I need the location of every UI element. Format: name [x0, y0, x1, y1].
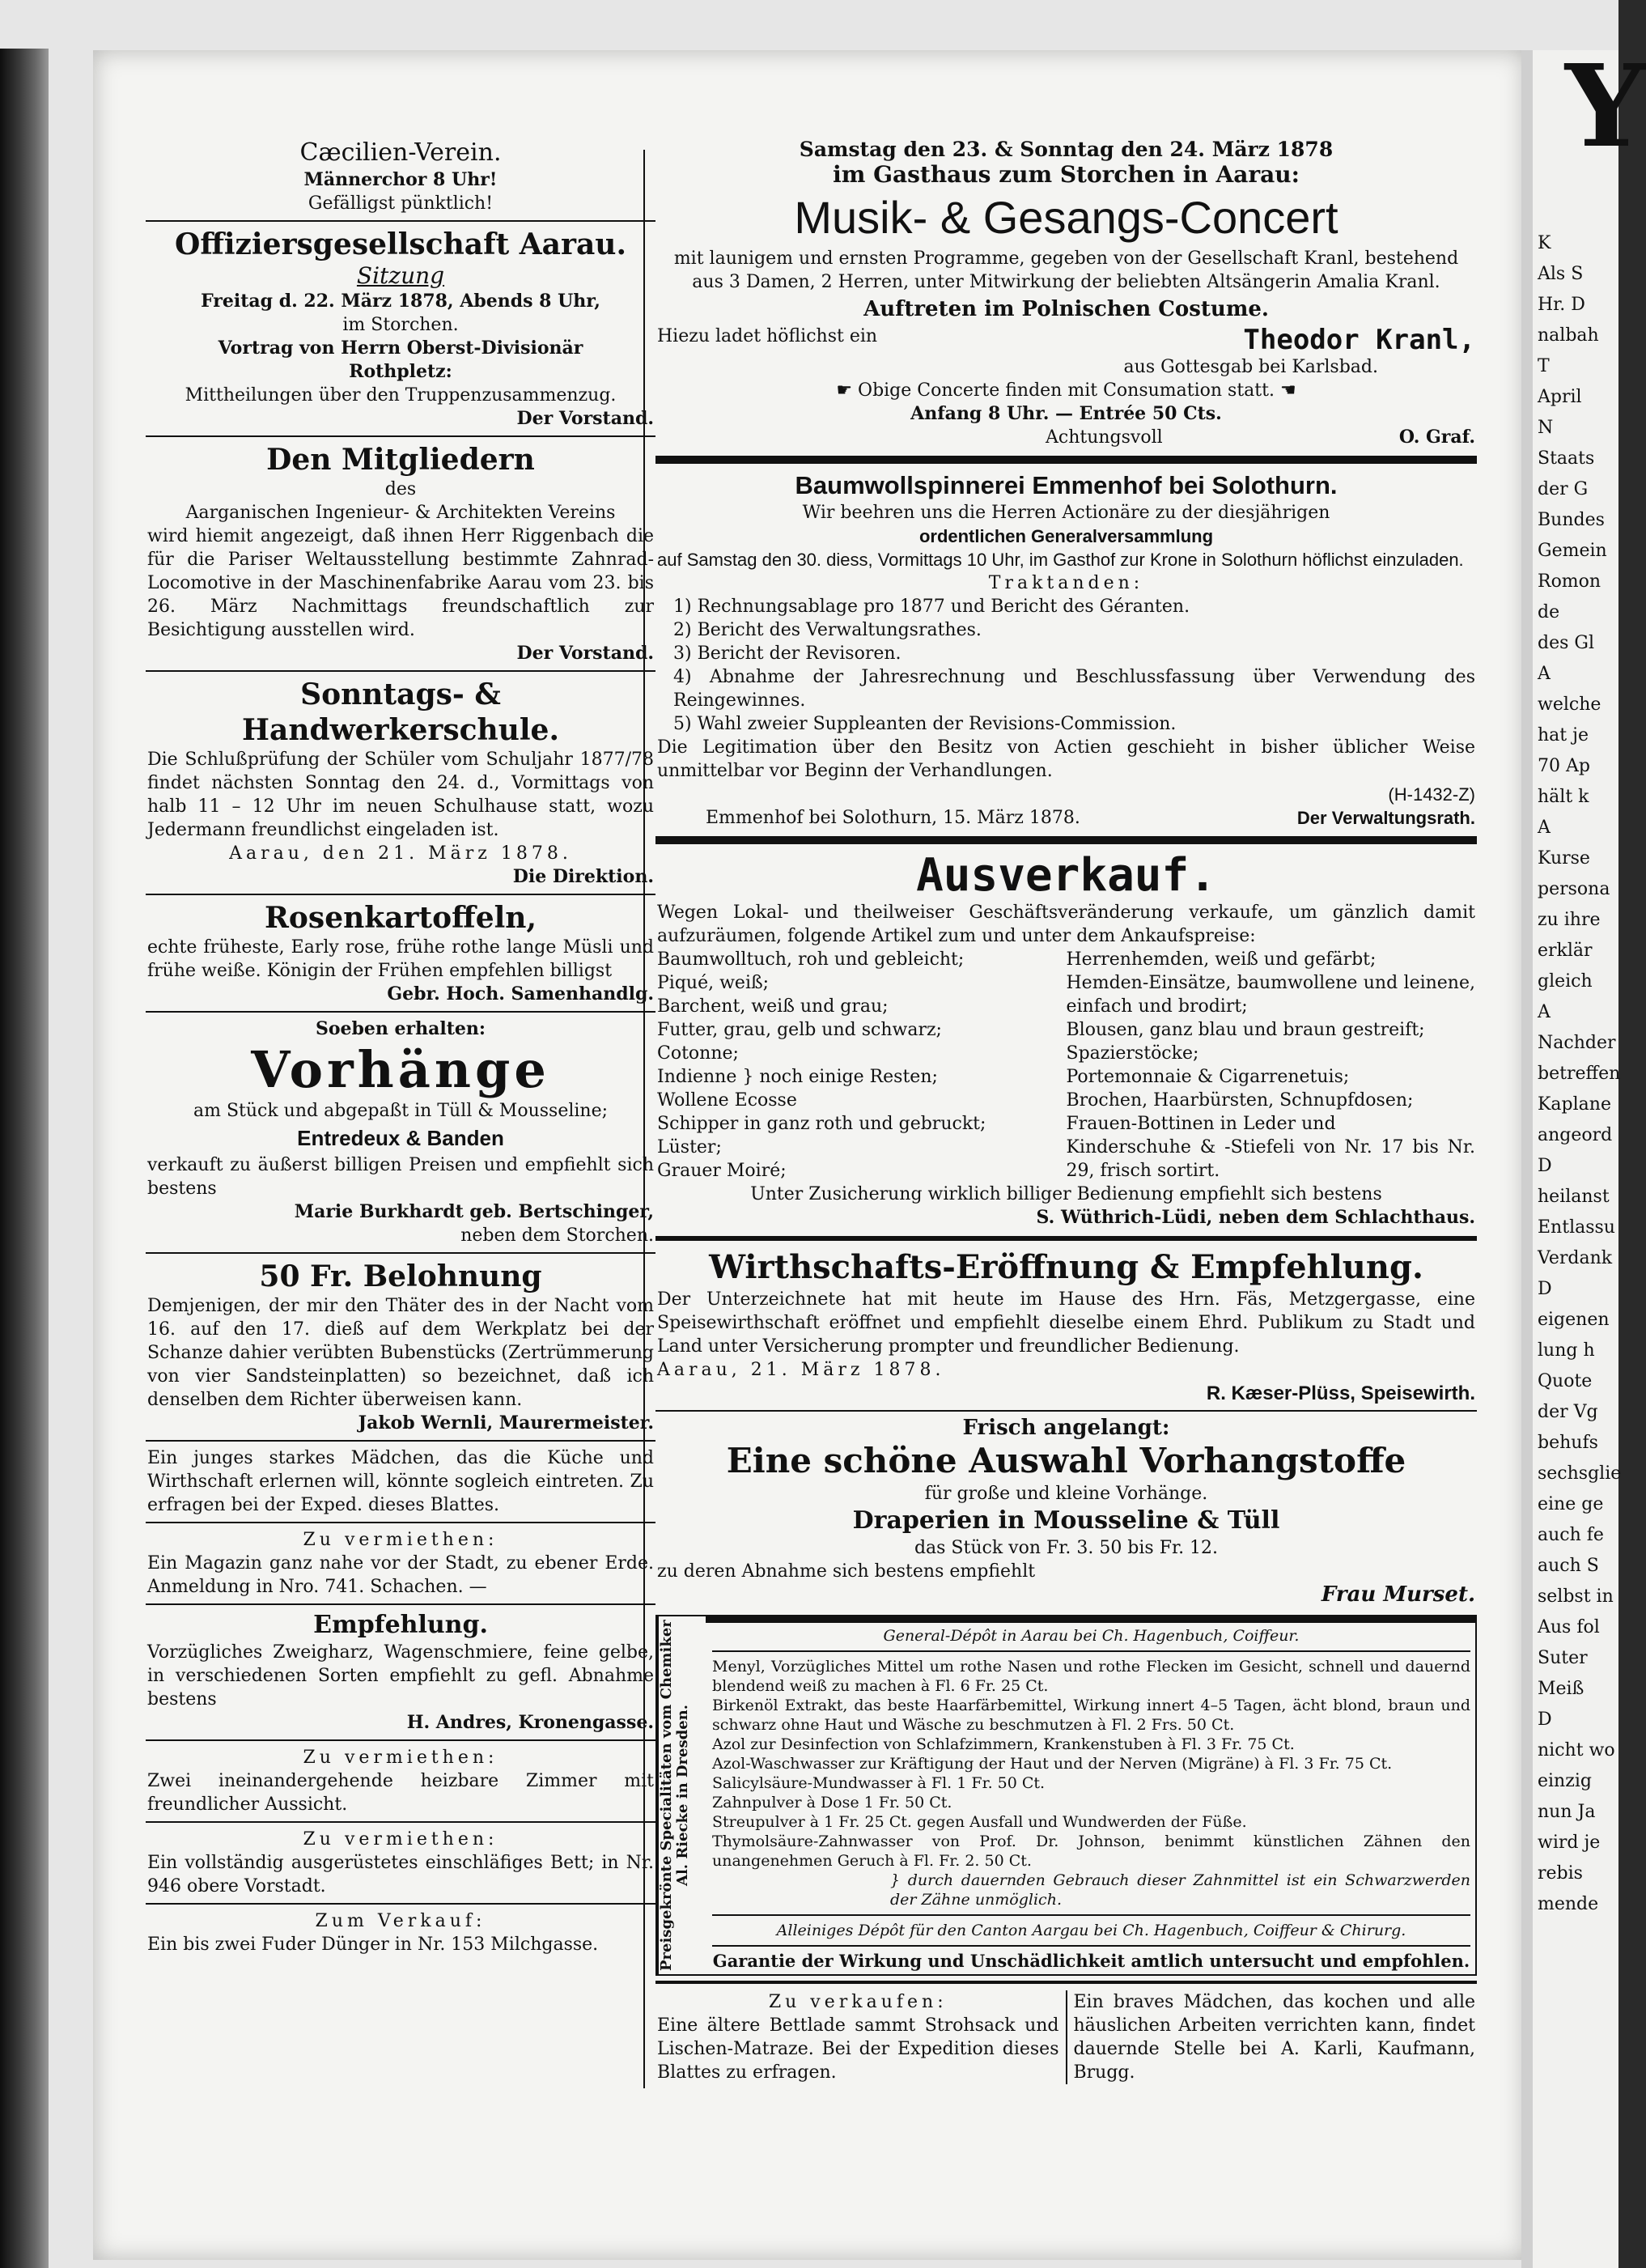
ad-text: Vorzügliches Zweigharz, Wagenschmiere, feine gelbe, in verschiedenen Sorten empfiehlt zu gefl. Abnahme bestens — [147, 1642, 654, 1709]
next-page-line: Hr. D — [1538, 295, 1585, 315]
list-item: Cotonne; — [657, 1043, 739, 1064]
ad-text: echte früheste, Early rose, frühe rothe lange Müsli und frühe weiße. Königin der Frühen empfehlen billigst — [147, 937, 654, 981]
ad-header: Traktanden: — [988, 573, 1144, 593]
ad-header: Zu vermiethen: — [303, 1748, 498, 1768]
ad-line: Wir beehren uns die Herren Actionäre zu der diesjährigen — [802, 503, 1330, 523]
ad-maedchen — [146, 1446, 655, 1517]
ad-belohnung — [146, 1259, 655, 1435]
list-item: Frauen-Bottinen in Leder und — [1066, 1114, 1336, 1134]
ad-header: Zu vermiethen: — [303, 1530, 498, 1550]
ad-row — [657, 806, 1475, 830]
ad-line: Anfang 8 Uhr. — Entrée 50 Cts. — [910, 403, 1222, 424]
ad-line: Aarganischen Ingenieur- & Architekten Vereins — [185, 503, 616, 523]
divider — [712, 1914, 1470, 1916]
next-page-line: betreffen — [1538, 1064, 1621, 1084]
ad-emmenhof — [655, 470, 1477, 830]
divider — [146, 670, 655, 672]
ad-signature: R. Kæser-Plüss, Speisewirth. — [1206, 1382, 1475, 1404]
next-page-line: Nachder — [1538, 1033, 1616, 1053]
ad-title: Sonntags- & Handwerkerschule. — [241, 677, 559, 747]
list-item: Salicylsäure-Mundwasser à Fl. 1 Fr. 50 Ct. — [712, 1774, 1046, 1792]
list-item: Baumwolltuch, roh und gebleicht; — [657, 949, 965, 970]
ad-line: Vortrag von Herrn Oberst-Divisionär — [218, 338, 583, 359]
ad-bett — [146, 1828, 655, 1898]
ad-header: Frisch angelangt: — [962, 1416, 1170, 1440]
ad-line: Männerchor 8 Uhr! — [303, 169, 498, 190]
next-page-line: rebis — [1538, 1863, 1583, 1884]
divider — [712, 1650, 1470, 1652]
list-item: Indienne } noch einige Resten; — [657, 1067, 938, 1087]
next-page-line: hat je — [1538, 725, 1589, 745]
next-page-line: eine ge — [1538, 1494, 1604, 1514]
ad-name: Theodor Kranl, — [1243, 324, 1475, 356]
ad-text: Ein Magazin ganz nahe vor der Stadt, zu ebener Erde. Anmeldung in Nro. 741. Schachen. — — [147, 1553, 654, 1597]
ad-text: mit launigem und ernsten Programme, gegeben von der Gesellschaft Kranl, bestehend aus 3 Damen, 2 Herren, unter Mitwirkung der beliebten Altsängerin Amalia Kranl. — [673, 248, 1459, 292]
divider-thick — [655, 456, 1477, 464]
next-page-line: nicht wo — [1538, 1740, 1615, 1760]
ad-line: Gefälligst pünktlich! — [308, 193, 494, 214]
next-page-line: Gemein — [1538, 541, 1607, 561]
divider — [655, 1981, 1477, 1984]
next-page-line: T — [1538, 356, 1550, 376]
bottom-ads — [655, 1990, 1477, 2084]
column-right — [655, 138, 1477, 2084]
ad-list — [657, 595, 1475, 736]
ad-signature: Der Vorstand. — [516, 643, 654, 664]
next-page-line: auch fe — [1538, 1525, 1604, 1545]
next-page-line: Kurse — [1538, 848, 1590, 869]
ad-text: Ein braves Mädchen, das kochen und alle häuslichen Arbeiten verrichten kann, findet dauernde Stelle bei A. Karli, Kaufmann, Brugg. — [1073, 1992, 1475, 2083]
ad-text: Die Legitimation über den Besitz von Actien geschieht in bisher üblicher Weise unmittelbar vor Beginn der Verhandlungen. — [657, 737, 1475, 781]
ad-signature: S. Wüthrich-Lüdi, neben dem Schlachthaus. — [1036, 1207, 1475, 1228]
list-item: Birkenöl Extrakt, das beste Haarfärbemittel, Wirkung innert 4–5 Tagen, ächt blond, braun und schwarz ohne Haut und Wäsche zu beschmutzen à Fl. 2 Frs. 50 Ct. — [712, 1697, 1470, 1734]
next-page-line: zu ihre — [1538, 910, 1601, 930]
next-page-line: Als S — [1538, 264, 1584, 284]
next-page-line: welche — [1538, 694, 1601, 715]
list-item: Azol-Waschwasser zur Kräftigung der Haut und der Nerven (Migräne) à Fl. 3 Fr. 75 Ct. — [712, 1755, 1393, 1773]
ad-date: Aarau, den 21. März 1878. — [229, 843, 572, 864]
list-item: 4) Abnahme der Jahresrechnung und Beschlussfassung über Verwendung des Reingewinnes. — [673, 667, 1475, 711]
next-page-line: A — [1538, 818, 1551, 838]
ad-text: verkauft zu äußerst billigen Preisen und empfiehlt sich bestens — [147, 1155, 654, 1199]
next-page-line: D — [1538, 1156, 1552, 1176]
ad-bettlade — [655, 1990, 1067, 2084]
ad-line: Garantie der Wirkung und Unschädlichkeit amtlich untersucht und empfohlen. — [712, 1951, 1470, 1971]
list-item: Schipper in ganz roth und gebruckt; — [657, 1114, 986, 1134]
next-page-line: Verdank — [1538, 1248, 1613, 1268]
ad-line: das Stück von Fr. 3. 50 bis Fr. 12. — [914, 1538, 1219, 1558]
ad-text: Der Unterzeichnete hat mit heute im Hause des Hrn. Fäs, Metzgergasse, eine Speisewirthschaft eröffnet und empfiehlt dieselbe einem Ehrd. Publikum zu Stadt und Land unter Versicherung prompter und freundlicher Bedienung. — [657, 1289, 1475, 1357]
ad-title: Eine schöne Auswahl Vorhangstoffe — [726, 1441, 1406, 1480]
divider — [146, 1440, 655, 1442]
ad-header: Soeben erhalten: — [315, 1018, 486, 1039]
ad-text: Wegen Lokal- und theilweiser Geschäftsveränderung verkaufe, um gänzlich damit aufzuräumen, folgende Artikel zum und unter dem Ankaufspreise: — [657, 903, 1475, 946]
list-item: Grauer Moiré; — [657, 1161, 787, 1181]
ad-two-columns — [657, 948, 1475, 1183]
ad-wirthschaft — [655, 1247, 1477, 1405]
list-item: Zahnpulver à Dose 1 Fr. 50 Ct. — [712, 1794, 952, 1811]
ad-line: im Storchen. — [342, 315, 459, 335]
ad-text: Die Schlußprüfung der Schüler vom Schuljahr 1877/78 findet nächsten Sonntag den 24. d., Vormittags von halb 11 – 12 Uhr im neuen Schulhause statt, wozu Jedermann freundlichst eingeladen ist. — [147, 750, 654, 840]
divider — [146, 1522, 655, 1523]
ad-line: für große und kleine Vorhänge. — [924, 1484, 1208, 1504]
next-page-line: des Gl — [1538, 633, 1594, 653]
divider — [655, 1410, 1477, 1412]
ad-line: am Stück und abgepaßt in Tüll & Mousseline; — [193, 1101, 609, 1121]
divider-thick — [655, 836, 1477, 844]
ad-code: (H-1432-Z) — [1388, 784, 1475, 805]
ad-mitglieder — [146, 442, 655, 665]
next-page-line: mende — [1538, 1894, 1599, 1914]
next-page-line: persona — [1538, 879, 1610, 899]
list-item: Futter, grau, gelb und schwarz; — [657, 1020, 942, 1040]
next-page-edge — [1533, 40, 1646, 2268]
next-page-line: D — [1538, 1279, 1552, 1299]
ad-row — [657, 325, 1475, 355]
ad-title: Den Mitgliedern — [266, 443, 535, 477]
ad-line: Auftreten im Polnischen Costume. — [863, 297, 1269, 321]
ad-title: Rosenkartoffeln, — [265, 901, 537, 935]
next-page-line: heilanst — [1538, 1187, 1610, 1207]
next-page-line: A — [1538, 664, 1551, 684]
ad-date: Aarau, 21. März 1878. — [657, 1360, 945, 1380]
divider — [146, 1739, 655, 1741]
ad-signature: Gebr. Hoch. Samenhandlg. — [387, 983, 654, 1004]
ad-list — [712, 1657, 1470, 1871]
ad-line: Freitag d. 22. März 1878, Abends 8 Uhr, — [201, 291, 600, 312]
list-item: Spazierstöcke; — [1066, 1043, 1199, 1064]
ad-line: im Gasthaus zum Storchen in Aarau: — [833, 161, 1300, 188]
ad-ausverkauf — [655, 851, 1477, 1230]
next-page-line: D — [1538, 1709, 1552, 1730]
ad-subtitle: Sitzung — [356, 262, 445, 289]
ad-line: Draperien in Mousseline & Tüll — [852, 1506, 1280, 1535]
page-gutter — [1521, 50, 1533, 2268]
next-page-line: 70 Ap — [1538, 756, 1590, 776]
next-page-line: N — [1538, 418, 1554, 438]
ad-title: Cæcilien-Verein. — [299, 138, 502, 167]
ad-signature: Der Vorstand. — [516, 408, 654, 429]
ad-line: General-Dépôt in Aarau bei Ch. Hagenbuch, Coiffeur. — [883, 1627, 1300, 1645]
ad-line: aus Gottesgab bei Karlsbad. — [1123, 357, 1378, 377]
next-page-line: wird je — [1538, 1833, 1601, 1853]
ad-signature: Jakob Wernli, Maurermeister. — [358, 1412, 654, 1433]
ad-signature: Der Verwaltungsrath. — [1296, 808, 1475, 828]
ad-text: Ein vollständig ausgerüstetes einschläfiges Bett; in Nr. 946 obere Vorstadt. — [147, 1853, 654, 1896]
ad-text: Ein bis zwei Fuder Dünger in Nr. 153 Milchgasse. — [147, 1935, 599, 1955]
ad-duenger — [146, 1909, 655, 1956]
next-page-line: eigenen — [1538, 1310, 1610, 1330]
divider — [146, 435, 655, 437]
ad-line: Achtungsvoll — [1046, 427, 1163, 448]
divider — [146, 1252, 655, 1254]
list-item: Hemden-Einsätze, baumwollene und leinene, einfach und brodirt; — [1066, 973, 1475, 1017]
ad-title: Wirthschafts-Eröffnung & Empfehlung. — [709, 1248, 1423, 1286]
ad-line: ☛ Obige Concerte finden mit Consumation statt. ☚ — [836, 380, 1296, 401]
next-page-line: Bundes — [1538, 510, 1605, 530]
ad-title: Ausverkauf. — [916, 849, 1216, 902]
divider — [146, 220, 655, 222]
ad-line: Alleiniges Dépôt für den Canton Aargau bei Ch. Hagenbuch, Coiffeur & Chirurg. — [776, 1922, 1406, 1939]
ad-header: Zu vermiethen: — [303, 1829, 498, 1850]
next-page-line: nalbah — [1538, 325, 1599, 346]
ad-vorhangstoffe — [655, 1416, 1477, 1607]
ad-line: des — [384, 479, 417, 499]
next-page-line: der G — [1538, 479, 1589, 499]
ad-zimmer — [146, 1746, 655, 1816]
ad-title: Vorhänge — [251, 1040, 550, 1099]
ad-signature: O. Graf. — [1398, 427, 1475, 448]
next-page-line: hält k — [1538, 787, 1589, 807]
next-page-line: Quote — [1538, 1371, 1593, 1391]
column-left — [146, 138, 655, 1956]
ad-braves-maedchen — [1067, 1990, 1478, 2084]
divider — [146, 1903, 655, 1905]
list-item: Azol zur Desinfection von Schlafzimmern, Krankenstuben à Fl. 3 Fr. 75 Ct. — [712, 1735, 1295, 1753]
list-item: Piqué, weiß; — [657, 973, 770, 993]
next-page-line: A — [1538, 1002, 1551, 1022]
ad-row — [657, 426, 1475, 449]
ad-text: Eine ältere Bettlade sammt Strohsack und Lischen-Matraze. Bei der Expedition dieses Blattes zu erfragen. — [657, 2015, 1059, 2083]
list-item: Lüster; — [657, 1137, 722, 1157]
next-page-line: Aus fol — [1538, 1617, 1600, 1637]
list-item: Menyl, Vorzügliches Mittel um rothe Nasen und rothe Flecken im Gesicht, schnell und dauernd blendend weiß zu machen à Fl. 6 Fr. 25 Ct. — [712, 1658, 1470, 1695]
divider — [146, 1821, 655, 1823]
next-page-line: Kaplane — [1538, 1094, 1611, 1115]
list-item: 1) Rechnungsablage pro 1877 und Bericht des Géranten. — [673, 597, 1190, 617]
next-page-line: behufs — [1538, 1433, 1598, 1453]
ad-title: Empfehlung. — [313, 1611, 488, 1639]
next-page-line: de — [1538, 602, 1560, 622]
book-binding — [0, 49, 49, 2268]
ad-signature: Marie Burkhardt geb. Bertschinger, — [294, 1201, 654, 1222]
next-page-line: angeord — [1538, 1125, 1613, 1145]
next-page-line: Entlassu — [1538, 1217, 1615, 1238]
ad-title: Offiziersgesellschaft Aarau. — [174, 227, 627, 261]
ad-side-label: Preisgekrönte Specialitäten vom Chemiker Al. Riecke in Dresden. — [657, 1616, 706, 1974]
ad-caecilien — [146, 138, 655, 215]
list-item: Streupulver à 1 Fr. 25 Ct. gegen Ausfall und Wundwerden der Füße. — [712, 1813, 1247, 1831]
divider — [146, 1011, 655, 1013]
ad-line: Hiezu ladet höflichst ein — [657, 326, 878, 346]
ad-offiziers — [146, 227, 655, 431]
ad-title: Baumwollspinnerei Emmenhof bei Solothurn. — [795, 471, 1338, 499]
ad-line: Entredeux & Banden — [297, 1126, 504, 1150]
ad-header: Zum Verkauf: — [315, 1911, 486, 1931]
divider — [146, 1603, 655, 1605]
next-page-line: K — [1538, 233, 1551, 253]
ad-magazin — [146, 1528, 655, 1599]
list-item: Thymolsäure-Zahnwasser von Prof. Dr. Johnson, benimmt künstlichen Zähnen den unangenehmen Geruch à Fl. Fr. 2. 50 Ct. — [712, 1833, 1470, 1870]
list-item: Brochen, Haarbürsten, Schnupfdosen; — [1066, 1090, 1414, 1111]
ad-text: Unter Zusicherung wirklich billiger Bedienung empfiehlt sich bestens — [750, 1184, 1382, 1204]
list-item: 3) Bericht der Revisoren. — [673, 643, 901, 664]
ad-line: zu deren Abnahme sich bestens empfiehlt — [657, 1561, 1036, 1582]
ad-line: } durch dauernden Gebrauch dieser Zahnmittel ist ein Schwarzwerden der Zähne unmöglich. — [890, 1871, 1470, 1909]
ad-vorhaenge — [146, 1017, 655, 1247]
ad-rosenkartoffeln — [146, 900, 655, 1006]
list-item: 5) Wahl zweier Suppleanten der Revisions-Commission. — [673, 714, 1177, 734]
ad-text: Demjenigen, der mir den Thäter des in der Nacht vom 16. auf den 17. dieß auf dem Werkplatz bei der Schanze dahier verübten Bubenstücks (Zertrümmerung von vier Sandsteinplatten) so bezeichnet, daß ich denselben dem Richter überweisen kann. — [147, 1296, 654, 1410]
next-page-line: Staats — [1538, 448, 1595, 469]
next-page-line: selbst in — [1538, 1586, 1614, 1607]
list-item: Kinderschuhe & -Stiefeli von Nr. 17 bis Nr. 29, frisch sortirt. — [1066, 1137, 1475, 1181]
next-page-lines — [1533, 164, 1622, 1920]
list-item: Wollene Ecosse — [657, 1090, 797, 1111]
list-item: Barchent, weiß und grau; — [657, 996, 889, 1017]
ad-signature: Frau Murset. — [1321, 1582, 1475, 1607]
next-page-big-letter: Y — [1565, 40, 1646, 173]
ad-line: Samstag den 23. & Sonntag den 24. März 1878 — [799, 138, 1334, 161]
ad-text: auf Samstag den 30. diess, Vormittags 10 Uhr, im Gasthof zur Krone in Solothurn höflichst einzuladen. — [657, 550, 1464, 570]
list-item: Herrenhemden, weiß und gefärbt; — [1066, 949, 1377, 970]
list-item: Portemonnaie & Cigarrenetuis; — [1066, 1067, 1350, 1087]
next-page-line: April — [1538, 387, 1582, 407]
ad-title: Musik- & Gesangs-Concert — [794, 192, 1338, 243]
list-item: Blousen, ganz blau und braun gestreift; — [1066, 1020, 1425, 1040]
divider — [146, 894, 655, 895]
ad-list-right — [1067, 948, 1476, 1183]
ad-signature: H. Andres, Kronengasse. — [406, 1712, 654, 1733]
ad-hagenbuch — [655, 1615, 1477, 1976]
ad-sonntagsschule — [146, 677, 655, 889]
next-page-line: gleich — [1538, 971, 1593, 992]
ad-text: Ein junges starkes Mädchen, das die Küche und Wirthschaft erlernen will, könnte sogleich eintreten. Zu erfragen bei der Exped. dieses Blattes. — [147, 1448, 654, 1515]
next-page-line: auch S — [1538, 1556, 1599, 1576]
ad-line: Emmenhof bei Solothurn, 15. März 1878. — [706, 808, 1080, 828]
next-page-line: der Vg — [1538, 1402, 1598, 1422]
next-page-line: Suter — [1538, 1648, 1588, 1668]
ad-concert — [655, 138, 1477, 449]
next-page-line: Meiß — [1538, 1679, 1584, 1699]
ad-line: Mittheilungen über den Truppenzusammenzug. — [185, 385, 617, 406]
ad-text: wird hiemit angezeigt, daß ihnen Herr Riggenbach die für die Pariser Weltausstellung bestimmte Zahnrad-Locomotive in der Maschinenfabrike Aarau vom 23. bis 26. März Nachmittags freundschaftlich zur Besichtigung ausstellen wird. — [147, 526, 654, 640]
divider-thick — [706, 1616, 1475, 1623]
next-page-line: sechsglie — [1538, 1463, 1622, 1484]
ad-text: Zwei ineinandergehende heizbare Zimmer mit freundlicher Aussicht. — [147, 1771, 654, 1815]
ad-signature: neben dem Storchen. — [460, 1225, 654, 1246]
divider-thick — [655, 1236, 1477, 1241]
next-page-line: einzig — [1538, 1771, 1592, 1791]
ad-line: Rothpletz: — [349, 361, 452, 382]
list-item: 2) Bericht des Verwaltungsrathes. — [673, 620, 982, 640]
next-page-line: Romon — [1538, 571, 1601, 592]
ad-line: ordentlichen Generalversammlung — [918, 526, 1214, 546]
divider — [712, 1945, 1470, 1947]
ad-header: Zu verkaufen: — [768, 1992, 948, 2012]
next-page-line: erklär — [1538, 941, 1593, 961]
ad-list-left — [657, 948, 1067, 1183]
ad-empfehlung — [146, 1610, 655, 1735]
ad-title: 50 Fr. Belohnung — [259, 1259, 542, 1293]
ad-signature: Die Direktion. — [512, 866, 654, 887]
next-page-line: nun Ja — [1538, 1802, 1596, 1822]
next-page-line: lung h — [1538, 1340, 1595, 1361]
ad-body — [707, 1623, 1475, 1974]
